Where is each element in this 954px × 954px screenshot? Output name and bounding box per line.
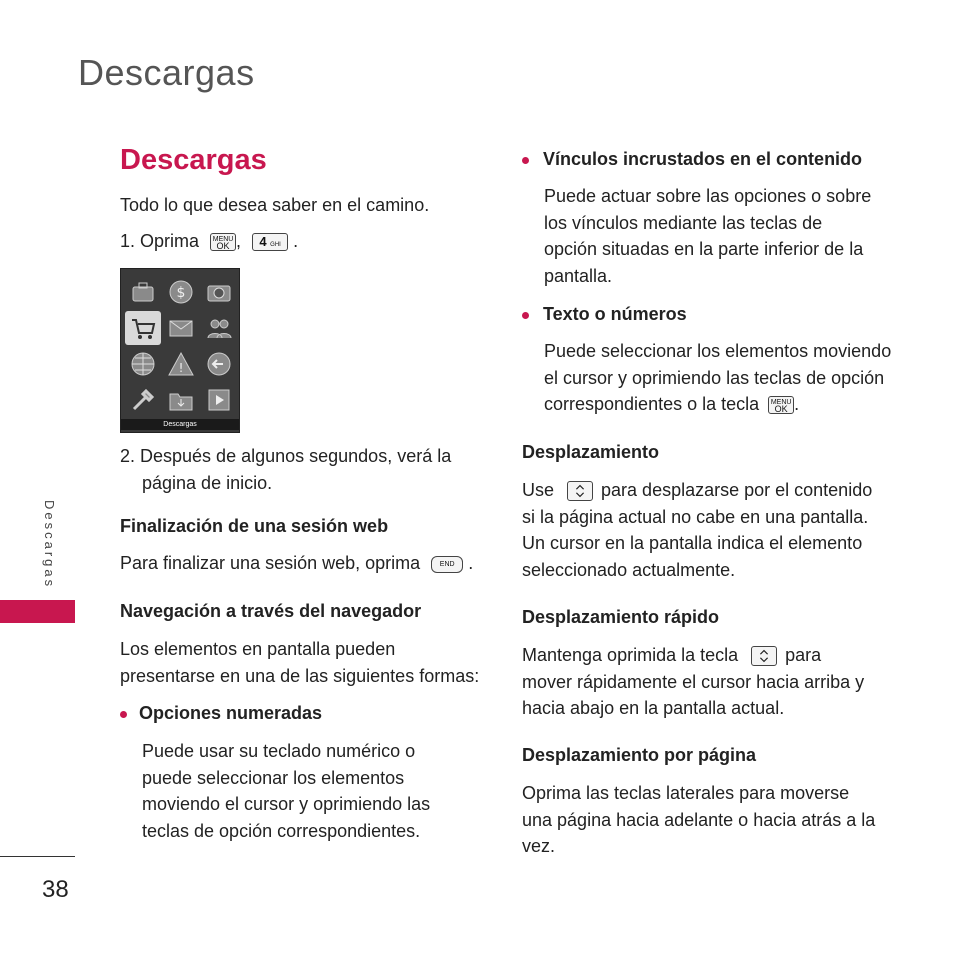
tools-icon	[125, 383, 161, 417]
contacts-icon	[201, 311, 237, 345]
svg-text:!: !	[178, 361, 184, 375]
bullet-texto-line3	[544, 391, 891, 418]
folder-download-icon	[163, 383, 199, 417]
bullet-opciones-line4: teclas de opción correspondientes.	[142, 820, 421, 841]
dollar-icon	[163, 275, 199, 309]
key-bottom-label: OK	[216, 241, 230, 252]
key-digit: 4	[259, 234, 267, 250]
bullet-vinculos-line1: Puede actuar sobre las opciones o sobre	[544, 186, 872, 206]
desplazamiento-body	[522, 477, 872, 583]
bullet-opciones-line2: puede seleccionar los elementos	[142, 767, 405, 788]
desplazamiento-line4: seleccionado actualmente.	[522, 559, 736, 580]
desplazamiento-use: Use	[522, 480, 555, 500]
bullet-opciones-title: Opciones numeradas	[139, 703, 323, 723]
play-icon	[201, 383, 237, 417]
pagina-line1: Oprima las teclas laterales para moverse	[522, 783, 850, 803]
side-section-label: Descargas	[42, 500, 57, 590]
menu-ok-key-icon	[768, 396, 794, 414]
finalizar-end: .	[468, 553, 474, 573]
desplazamiento-line3: Un cursor en la pantalla indica el elemento	[522, 533, 863, 553]
warning-icon	[163, 347, 199, 381]
menu-ok-key-icon	[210, 233, 236, 251]
finalizar-text-label: Para finalizar una sesión web, oprima	[120, 553, 421, 573]
heading-rapido: Desplazamiento rápido	[522, 607, 720, 627]
key-top-label: MENU	[770, 399, 792, 407]
desplazamiento-line2: si la página actual no cabe en una pantalla.	[522, 506, 869, 527]
end-key-label: END	[439, 560, 455, 568]
briefcase-icon	[125, 275, 161, 309]
step-1-text: 1. Oprima	[120, 231, 200, 251]
step-2	[120, 443, 451, 496]
heading-desplazamiento: Desplazamiento	[522, 442, 660, 462]
bullet-opciones-body	[142, 738, 430, 844]
desplazamiento-line1-text: para desplazarse por el contenido	[601, 480, 873, 500]
four-key-icon	[252, 233, 288, 251]
finalizar-text	[120, 550, 473, 577]
navegacion-line1: Los elementos en pantalla pueden	[120, 639, 396, 659]
navegacion-line2: presentarse en una de las siguientes formas:	[120, 665, 480, 686]
bullet-vinculos-line3: opción situadas en la parte inferior de la	[544, 239, 864, 259]
side-accent-bar	[0, 600, 75, 623]
rapido-pre: Mantenga oprimida la tecla	[522, 645, 739, 665]
phone-caption: Descargas	[121, 419, 239, 430]
bullet-opciones	[120, 703, 322, 724]
rapido-post: para	[785, 645, 822, 665]
side-divider	[0, 856, 75, 857]
bullet-dot	[120, 711, 127, 718]
bullet-dot	[522, 312, 529, 319]
bullet-opciones-line3: moviendo el cursor y oprimiendo las	[142, 794, 431, 814]
step-1-sep: ,	[236, 231, 242, 251]
section-title: Descargas	[120, 144, 267, 176]
rapido-line2: mover rápidamente el cursor hacia arriba y	[522, 671, 865, 692]
bullet-texto	[522, 304, 687, 325]
nav-updown-key-icon	[567, 481, 593, 501]
step-2-line2: página de inicio.	[142, 472, 273, 493]
step-1-end: .	[293, 231, 299, 251]
intro-text: Todo lo que desea saber en el camino.	[120, 195, 430, 215]
bullet-vinculos-line4: pantalla.	[544, 265, 613, 286]
page-number: 38	[42, 876, 69, 903]
bullet-opciones-line1: Puede usar su teclado numérico o	[142, 741, 416, 761]
bullet-vinculos-title: Vínculos incrustados en el contenido	[543, 149, 863, 169]
bullet-texto-body	[544, 338, 891, 418]
end-key-icon	[431, 556, 463, 573]
rapido-line1	[522, 642, 864, 669]
svg-text:$: $	[176, 285, 186, 301]
step-2-line1: 2. Después de algunos segundos, verá la	[120, 446, 452, 466]
pagina-line3: vez.	[522, 836, 556, 856]
bullet-texto-end: .	[794, 394, 800, 414]
rapido-line3: hacia abajo en la pantalla actual.	[522, 698, 785, 718]
key-bottom-label: OK	[774, 404, 788, 415]
envelope-icon	[163, 311, 199, 345]
bullet-dot	[522, 157, 529, 164]
bullet-texto-line3-text: correspondientes o la tecla	[544, 394, 760, 414]
pagina-body	[522, 780, 875, 860]
bullet-vinculos	[522, 149, 862, 170]
bullet-vinculos-body	[544, 183, 871, 289]
desplazamiento-line1	[522, 477, 872, 504]
bullet-vinculos-line2: los vínculos mediante las teclas de	[544, 212, 823, 233]
navegacion-text	[120, 636, 479, 689]
globe-icon	[125, 347, 161, 381]
bullet-texto-line2: el cursor y oprimiendo las teclas de opción	[544, 367, 885, 388]
heading-navegacion: Navegación a través del navegador	[120, 601, 422, 621]
camera-icon	[201, 275, 237, 309]
arrow-circle-icon	[201, 347, 237, 381]
page-header-title: Descargas	[78, 52, 255, 93]
heading-pagina: Desplazamiento por página	[522, 745, 757, 765]
step-1	[120, 228, 298, 255]
pagina-line2: una página hacia adelante o hacia atrás a la	[522, 809, 876, 830]
heading-finalizacion: Finalización de una sesión web	[120, 516, 389, 536]
nav-updown-key-icon	[751, 646, 777, 666]
bullet-texto-line1: Puede seleccionar los elementos moviendo	[544, 341, 892, 361]
bullet-texto-title: Texto o números	[543, 304, 687, 324]
key-top-label: MENU	[212, 236, 234, 244]
phone-screen-image	[120, 268, 240, 433]
rapido-body	[522, 642, 864, 722]
key-letters: GHI	[270, 242, 281, 249]
cart-icon	[125, 311, 161, 345]
